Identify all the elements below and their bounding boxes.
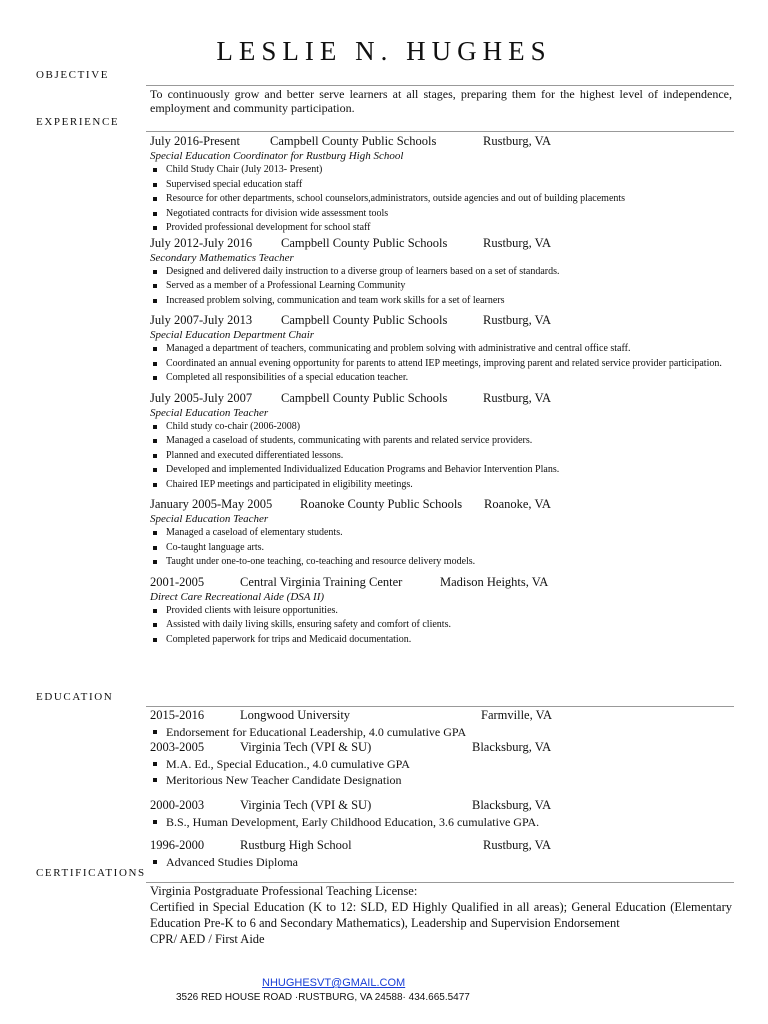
job-title: Special Education Teacher — [150, 406, 269, 419]
job-location: Rustburg, VA — [483, 390, 552, 405]
education-list — [150, 708, 732, 870]
section-label-objective: OBJECTIVE — [36, 69, 110, 81]
job-dates: July 2005-July 2007 — [150, 390, 253, 405]
section-label-certifications: CERTIFICATIONS — [36, 867, 146, 879]
job-entry — [150, 313, 732, 386]
edu-location: Rustburg, VA — [483, 838, 552, 852]
job-bullet: Taught under one-to-one teaching, co-teaching and resource delivery models. — [150, 555, 732, 570]
edu-dates: 1996-2000 — [150, 838, 205, 852]
edu-school: Rustburg High School — [240, 838, 352, 852]
job-bullet: Managed a caseload of students, communicating with parents and related service providers. — [150, 434, 732, 449]
job-dates: January 2005-May 2005 — [150, 497, 273, 511]
job-location: Rustburg, VA — [483, 134, 552, 148]
job-entry — [150, 236, 732, 309]
job-title: Special Education Teacher — [150, 513, 269, 525]
job-employer: Roanoke County Public Schools — [300, 497, 463, 511]
job-employer: Campbell County Public Schools — [281, 390, 448, 405]
edu-bullet: M.A. Ed., Special Education., 4.0 cumulative GPA — [150, 756, 732, 772]
job-bullet: Completed all responsibilities of a special education teacher. — [150, 371, 732, 386]
section-rule — [146, 131, 734, 132]
edu-school: Virginia Tech (VPI & SU) — [240, 740, 372, 754]
job-bullet: Managed a caseload of elementary students. — [150, 526, 732, 541]
job-entry — [150, 497, 732, 570]
resume-name: LESLIE N. HUGHES — [216, 36, 552, 66]
job-employer: Campbell County Public Schools — [281, 235, 448, 250]
education-entry — [150, 838, 732, 870]
cert-line: Virginia Postgraduate Professional Teaching License: — [150, 884, 418, 898]
certifications-list — [150, 883, 732, 947]
edu-dates: 2000-2003 — [150, 798, 205, 812]
job-bullet: Child Study Chair (July 2013- Present) — [150, 163, 732, 178]
job-bullet: Coordinated an annual evening opportunity for parents to attend IEP meetings, improving parent and related service provider participation. — [150, 357, 732, 372]
edu-bullet: Meritorious New Teacher Candidate Designation — [150, 772, 732, 788]
edu-school: Virginia Tech (VPI & SU) — [240, 798, 372, 812]
objective-text — [150, 87, 732, 115]
job-bullet: Chaired IEP meetings and participated in eligibility meetings. — [150, 478, 732, 493]
job-dates: July 2012-July 2016 — [150, 235, 253, 250]
job-entry — [150, 391, 732, 493]
section-label-experience: EXPERIENCE — [36, 116, 120, 128]
job-bullet: Served as a member of a Professional Learning Community — [150, 279, 732, 294]
job-bullet: Assisted with daily living skills, ensuring safety and comfort of clients. — [150, 618, 732, 633]
education-entry — [150, 708, 732, 740]
job-entry — [150, 575, 732, 648]
edu-bullet: Endorsement for Educational Leadership, 4.0 cumulative GPA — [150, 724, 732, 740]
section-rule — [146, 706, 734, 707]
job-bullet: Provided professional development for school staff — [150, 221, 732, 236]
edu-location: Farmville, VA — [481, 708, 553, 722]
job-bullet: Child study co-chair (2006-2008) — [150, 420, 732, 435]
edu-bullet: Advanced Studies Diploma — [150, 854, 732, 870]
job-location: Rustburg, VA — [483, 235, 552, 250]
job-bullet: Planned and executed differentiated lessons. — [150, 449, 732, 464]
job-entry — [150, 134, 732, 236]
contact-address: 3526 RED HOUSE ROAD ·RUSTBURG, VA 24588· 434.665.5477 — [176, 992, 470, 1003]
job-bullet: Managed a department of teachers, communicating and problem solving with administrative and central office staff. — [150, 342, 732, 357]
job-location: Roanoke, VA — [484, 497, 551, 511]
job-title: Special Education Coordinator for Rustburg High School — [150, 150, 404, 162]
job-location: Rustburg, VA — [483, 313, 552, 327]
edu-location: Blacksburg, VA — [472, 798, 552, 812]
job-dates: July 2016-Present — [150, 134, 240, 148]
job-employer: Campbell County Public Schools — [281, 313, 448, 327]
job-bullet: Designed and delivered daily instruction to a diverse group of learners based on a set of standards. — [150, 265, 732, 280]
cert-line: CPR/ AED / First Aide — [150, 932, 265, 946]
edu-school: Longwood University — [240, 708, 351, 722]
job-employer: Central Virginia Training Center — [240, 574, 403, 589]
job-bullet: Increased problem solving, communication and team work skills for a set of learners — [150, 294, 732, 309]
job-bullet: Supervised special education staff — [150, 178, 732, 193]
contact-email-link[interactable]: NHUGHESVT@GMAIL.COM — [262, 977, 406, 989]
section-label-education: EDUCATION — [36, 691, 114, 703]
job-bullet: Negotiated contracts for division wide assessment tools — [150, 207, 732, 222]
job-bullet: Provided clients with leisure opportunities. — [150, 604, 732, 619]
objective-paragraph: To continuously grow and better serve learners at all stages, preparing them for the highest level of independence, employment and community participation. — [150, 87, 732, 115]
job-dates: 2001-2005 — [150, 574, 205, 589]
cert-line: Certified in Special Education (K to 12: SLD, ED Highly Qualified in all areas); General Education (Elementary Education Pre-K to 6 and Secondary Mathematics), Leadership and Supervision Endorsement — [150, 900, 732, 930]
job-location: Madison Heights, VA — [440, 574, 549, 589]
education-entry — [150, 740, 732, 788]
experience-list — [150, 134, 732, 647]
job-bullet: Co-taught language arts. — [150, 541, 732, 556]
edu-bullet: B.S., Human Development, Early Childhood Education, 3.6 cumulative GPA. — [150, 814, 732, 830]
job-bullet: Completed paperwork for trips and Medicaid documentation. — [150, 633, 732, 648]
job-dates: July 2007-July 2013 — [150, 313, 253, 327]
edu-dates: 2003-2005 — [150, 740, 205, 754]
section-rule — [146, 85, 734, 86]
edu-location: Blacksburg, VA — [472, 740, 552, 754]
job-title: Direct Care Recreational Aide (DSA II) — [150, 590, 325, 603]
job-bullet: Resource for other departments, school counselors,administrators, outside agencies and out of building placements — [150, 192, 732, 207]
job-title: Special Education Department Chair — [150, 329, 315, 341]
education-entry — [150, 798, 732, 830]
job-title: Secondary Mathematics Teacher — [150, 251, 294, 264]
edu-dates: 2015-2016 — [150, 708, 205, 722]
job-bullet: Developed and implemented Individualized Education Programs and Behavior Intervention Plans. — [150, 463, 732, 478]
job-employer: Campbell County Public Schools — [270, 134, 437, 148]
